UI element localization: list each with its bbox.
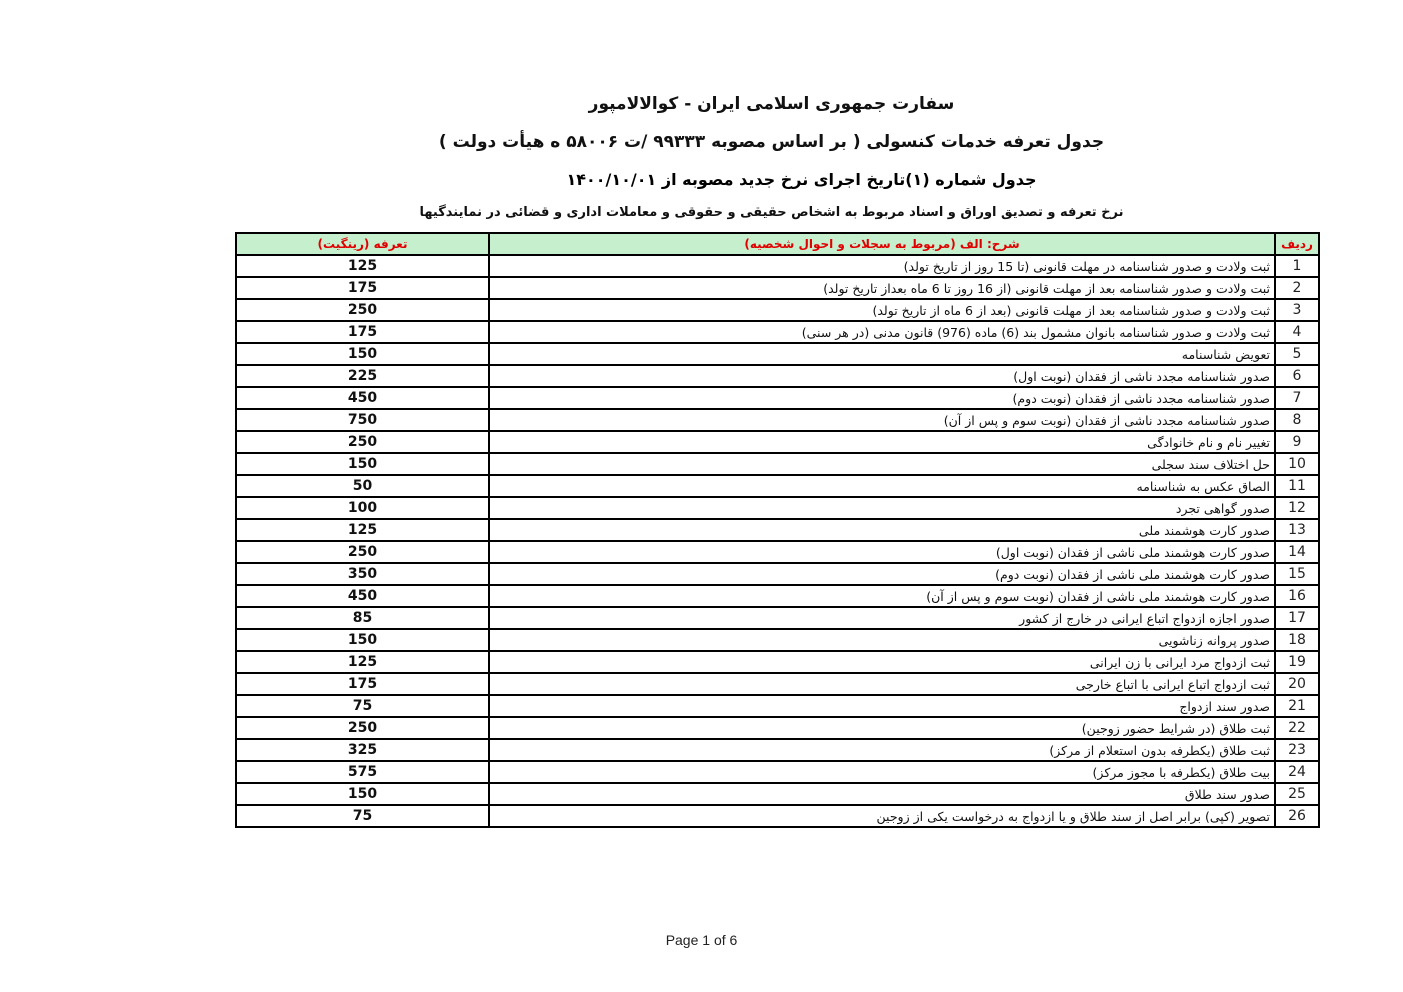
fee-cell: 250 xyxy=(236,717,489,739)
fee-cell: 125 xyxy=(236,255,489,277)
fee-cell: 325 xyxy=(236,739,489,761)
description-cell: صدور کارت هوشمند ملی ناشی از فقدان (نوبت اول) xyxy=(489,541,1275,563)
fee-cell: 75 xyxy=(236,805,489,827)
fee-cell: 250 xyxy=(236,431,489,453)
description-cell: ثبت ازدواج مرد ایرانی با زن ایرانی xyxy=(489,651,1275,673)
description-cell: ثبت طلاق (در شرایط حضور زوجین) xyxy=(489,717,1275,739)
table-row xyxy=(236,673,1319,695)
description-cell: صدور اجازه ازدواج اتباع ایرانی در خارج از کشور xyxy=(489,607,1275,629)
description-cell: صدور گواهی تجرد xyxy=(489,497,1275,519)
table-row xyxy=(236,299,1319,321)
column-header-fee: تعرفه (رینگیت) xyxy=(236,233,489,255)
effective-date: تاریخ اجرای نرخ جدید مصوبه از ۱۴۰۰/۱۰/۰۱ xyxy=(566,170,906,189)
row-number-cell: 18 xyxy=(1275,629,1319,651)
table-row xyxy=(236,343,1319,365)
description-cell: ثبت ولادت و صدور شناسنامه بانوان مشمول بند (6) ماده (976) قانون مدنی (در هر سنی) xyxy=(489,321,1275,343)
row-number-cell: 5 xyxy=(1275,343,1319,365)
description-cell: حل اختلاف سند سجلی xyxy=(489,453,1275,475)
description-cell: صدور پروانه زناشویی xyxy=(489,629,1275,651)
description-cell: ثبت ولادت و صدور شناسنامه بعد از مهلت قانونی (از 16 روز تا 6 ماه بعداز تاریخ تولد) xyxy=(489,277,1275,299)
row-number-cell: 13 xyxy=(1275,519,1319,541)
row-number-cell: 7 xyxy=(1275,387,1319,409)
description-cell: صدور شناسنامه مجدد ناشی از فقدان (نوبت دوم) xyxy=(489,387,1275,409)
row-number-cell: 20 xyxy=(1275,673,1319,695)
description-cell: صدور کارت هوشمند ملی xyxy=(489,519,1275,541)
row-number-cell: 26 xyxy=(1275,805,1319,827)
row-number-cell: 16 xyxy=(1275,585,1319,607)
fee-cell: 125 xyxy=(236,651,489,673)
table-row xyxy=(236,497,1319,519)
table-row xyxy=(236,651,1319,673)
table-row xyxy=(236,585,1319,607)
fee-cell: 150 xyxy=(236,453,489,475)
fee-cell: 150 xyxy=(236,783,489,805)
row-number-cell: 17 xyxy=(1275,607,1319,629)
table-info-line xyxy=(100,170,1403,189)
fee-cell: 750 xyxy=(236,409,489,431)
row-number-cell: 14 xyxy=(1275,541,1319,563)
row-number-cell: 8 xyxy=(1275,409,1319,431)
row-number-cell: 11 xyxy=(1275,475,1319,497)
description-cell: صدور سند طلاق xyxy=(489,783,1275,805)
description-cell: ثبت ازدواج اتباع ایرانی با اتباع خارجی xyxy=(489,673,1275,695)
table-row xyxy=(236,629,1319,651)
table-row xyxy=(236,409,1319,431)
row-number-cell: 6 xyxy=(1275,365,1319,387)
table-row xyxy=(236,387,1319,409)
tariff-table-title: جدول تعرفه خدمات کنسولی ( بر اساس مصوبه ۹۹۳۳۳ /ت ۵۸۰۰۶ ه هیأت دولت ) xyxy=(438,132,1105,152)
table-row xyxy=(236,431,1319,453)
fee-cell: 175 xyxy=(236,277,489,299)
fee-cell: 350 xyxy=(236,563,489,585)
fee-cell: 85 xyxy=(236,607,489,629)
description-cell: تغییر نام و نام خانوادگی xyxy=(489,431,1275,453)
table-row xyxy=(236,761,1319,783)
table-row xyxy=(236,277,1319,299)
fee-cell: 250 xyxy=(236,299,489,321)
row-number-cell: 2 xyxy=(1275,277,1319,299)
description-cell: صدور کارت هوشمند ملی ناشی از فقدان (نوبت سوم و پس از آن) xyxy=(489,585,1275,607)
description-cell: صدور شناسنامه مجدد ناشی از فقدان (نوبت سوم و پس از آن) xyxy=(489,409,1275,431)
description-cell: بیت طلاق (یکطرفه با مجوز مرکز) xyxy=(489,761,1275,783)
row-number-cell: 9 xyxy=(1275,431,1319,453)
description-cell: صدور سند ازدواج xyxy=(489,695,1275,717)
description-cell: صدور شناسنامه مجدد ناشی از فقدان (نوبت اول) xyxy=(489,365,1275,387)
fee-cell: 150 xyxy=(236,343,489,365)
table-header-row xyxy=(236,233,1319,255)
table-row xyxy=(236,805,1319,827)
description-cell: الصاق عکس به شناسنامه xyxy=(489,475,1275,497)
table-row xyxy=(236,475,1319,497)
table-row xyxy=(236,321,1319,343)
row-number-cell: 25 xyxy=(1275,783,1319,805)
table-row xyxy=(236,695,1319,717)
fee-cell: 125 xyxy=(236,519,489,541)
description-cell: ثبت ولادت و صدور شناسنامه بعد از مهلت قانونی (بعد از 6 ماه از تاریخ تولد) xyxy=(489,299,1275,321)
table-row xyxy=(236,453,1319,475)
table-row xyxy=(236,607,1319,629)
fee-cell: 575 xyxy=(236,761,489,783)
row-number-cell: 12 xyxy=(1275,497,1319,519)
table-row xyxy=(236,739,1319,761)
row-number-cell: 4 xyxy=(1275,321,1319,343)
table-row xyxy=(236,365,1319,387)
table-row xyxy=(236,563,1319,585)
row-number-cell: 3 xyxy=(1275,299,1319,321)
table-row xyxy=(236,519,1319,541)
table-row xyxy=(236,541,1319,563)
column-header-row-number: ردیف xyxy=(1275,233,1319,255)
embassy-title: سفارت جمهوری اسلامی ایران - کوالالامپور xyxy=(588,94,955,114)
description-cell: ثبت ولادت و صدور شناسنامه در مهلت قانونی (تا 15 روز از تاریخ تولد) xyxy=(489,255,1275,277)
row-number-cell: 21 xyxy=(1275,695,1319,717)
fee-cell: 175 xyxy=(236,321,489,343)
row-number-cell: 19 xyxy=(1275,651,1319,673)
fee-cell: 450 xyxy=(236,387,489,409)
row-number-cell: 23 xyxy=(1275,739,1319,761)
table-row xyxy=(236,717,1319,739)
fee-cell: 450 xyxy=(236,585,489,607)
description-cell: صدور کارت هوشمند ملی ناشی از فقدان (نوبت دوم) xyxy=(489,563,1275,585)
fee-cell: 75 xyxy=(236,695,489,717)
fee-cell: 250 xyxy=(236,541,489,563)
fee-cell: 150 xyxy=(236,629,489,651)
row-number-cell: 1 xyxy=(1275,255,1319,277)
row-number-cell: 22 xyxy=(1275,717,1319,739)
table-row xyxy=(236,783,1319,805)
row-number-cell: 10 xyxy=(1275,453,1319,475)
description-cell: تصویر (کپی) برابر اصل از سند طلاق و یا ازدواج به درخواست یکی از زوجین xyxy=(489,805,1275,827)
row-number-cell: 15 xyxy=(1275,563,1319,585)
fee-cell: 50 xyxy=(236,475,489,497)
description-cell: تعویض شناسنامه xyxy=(489,343,1275,365)
table-subtitle: نرخ تعرفه و تصدیق اوراق و اسناد مربوط به اشخاص حقیقی و حقوقی و معاملات اداری و قضائی در نمایندگیها xyxy=(419,205,1124,220)
page-number: Page 1 of 6 xyxy=(665,932,738,948)
row-number-cell: 24 xyxy=(1275,761,1319,783)
tariff-table xyxy=(235,232,1320,828)
table-number: جدول شماره (۱) xyxy=(905,170,1037,189)
fee-cell: 225 xyxy=(236,365,489,387)
fee-cell: 175 xyxy=(236,673,489,695)
column-header-description: شرح: الف (مربوط به سجلات و احوال شخصیه) xyxy=(489,233,1275,255)
fee-cell: 100 xyxy=(236,497,489,519)
table-row xyxy=(236,255,1319,277)
description-cell: ثبت طلاق (یکطرفه بدون استعلام از مرکز) xyxy=(489,739,1275,761)
